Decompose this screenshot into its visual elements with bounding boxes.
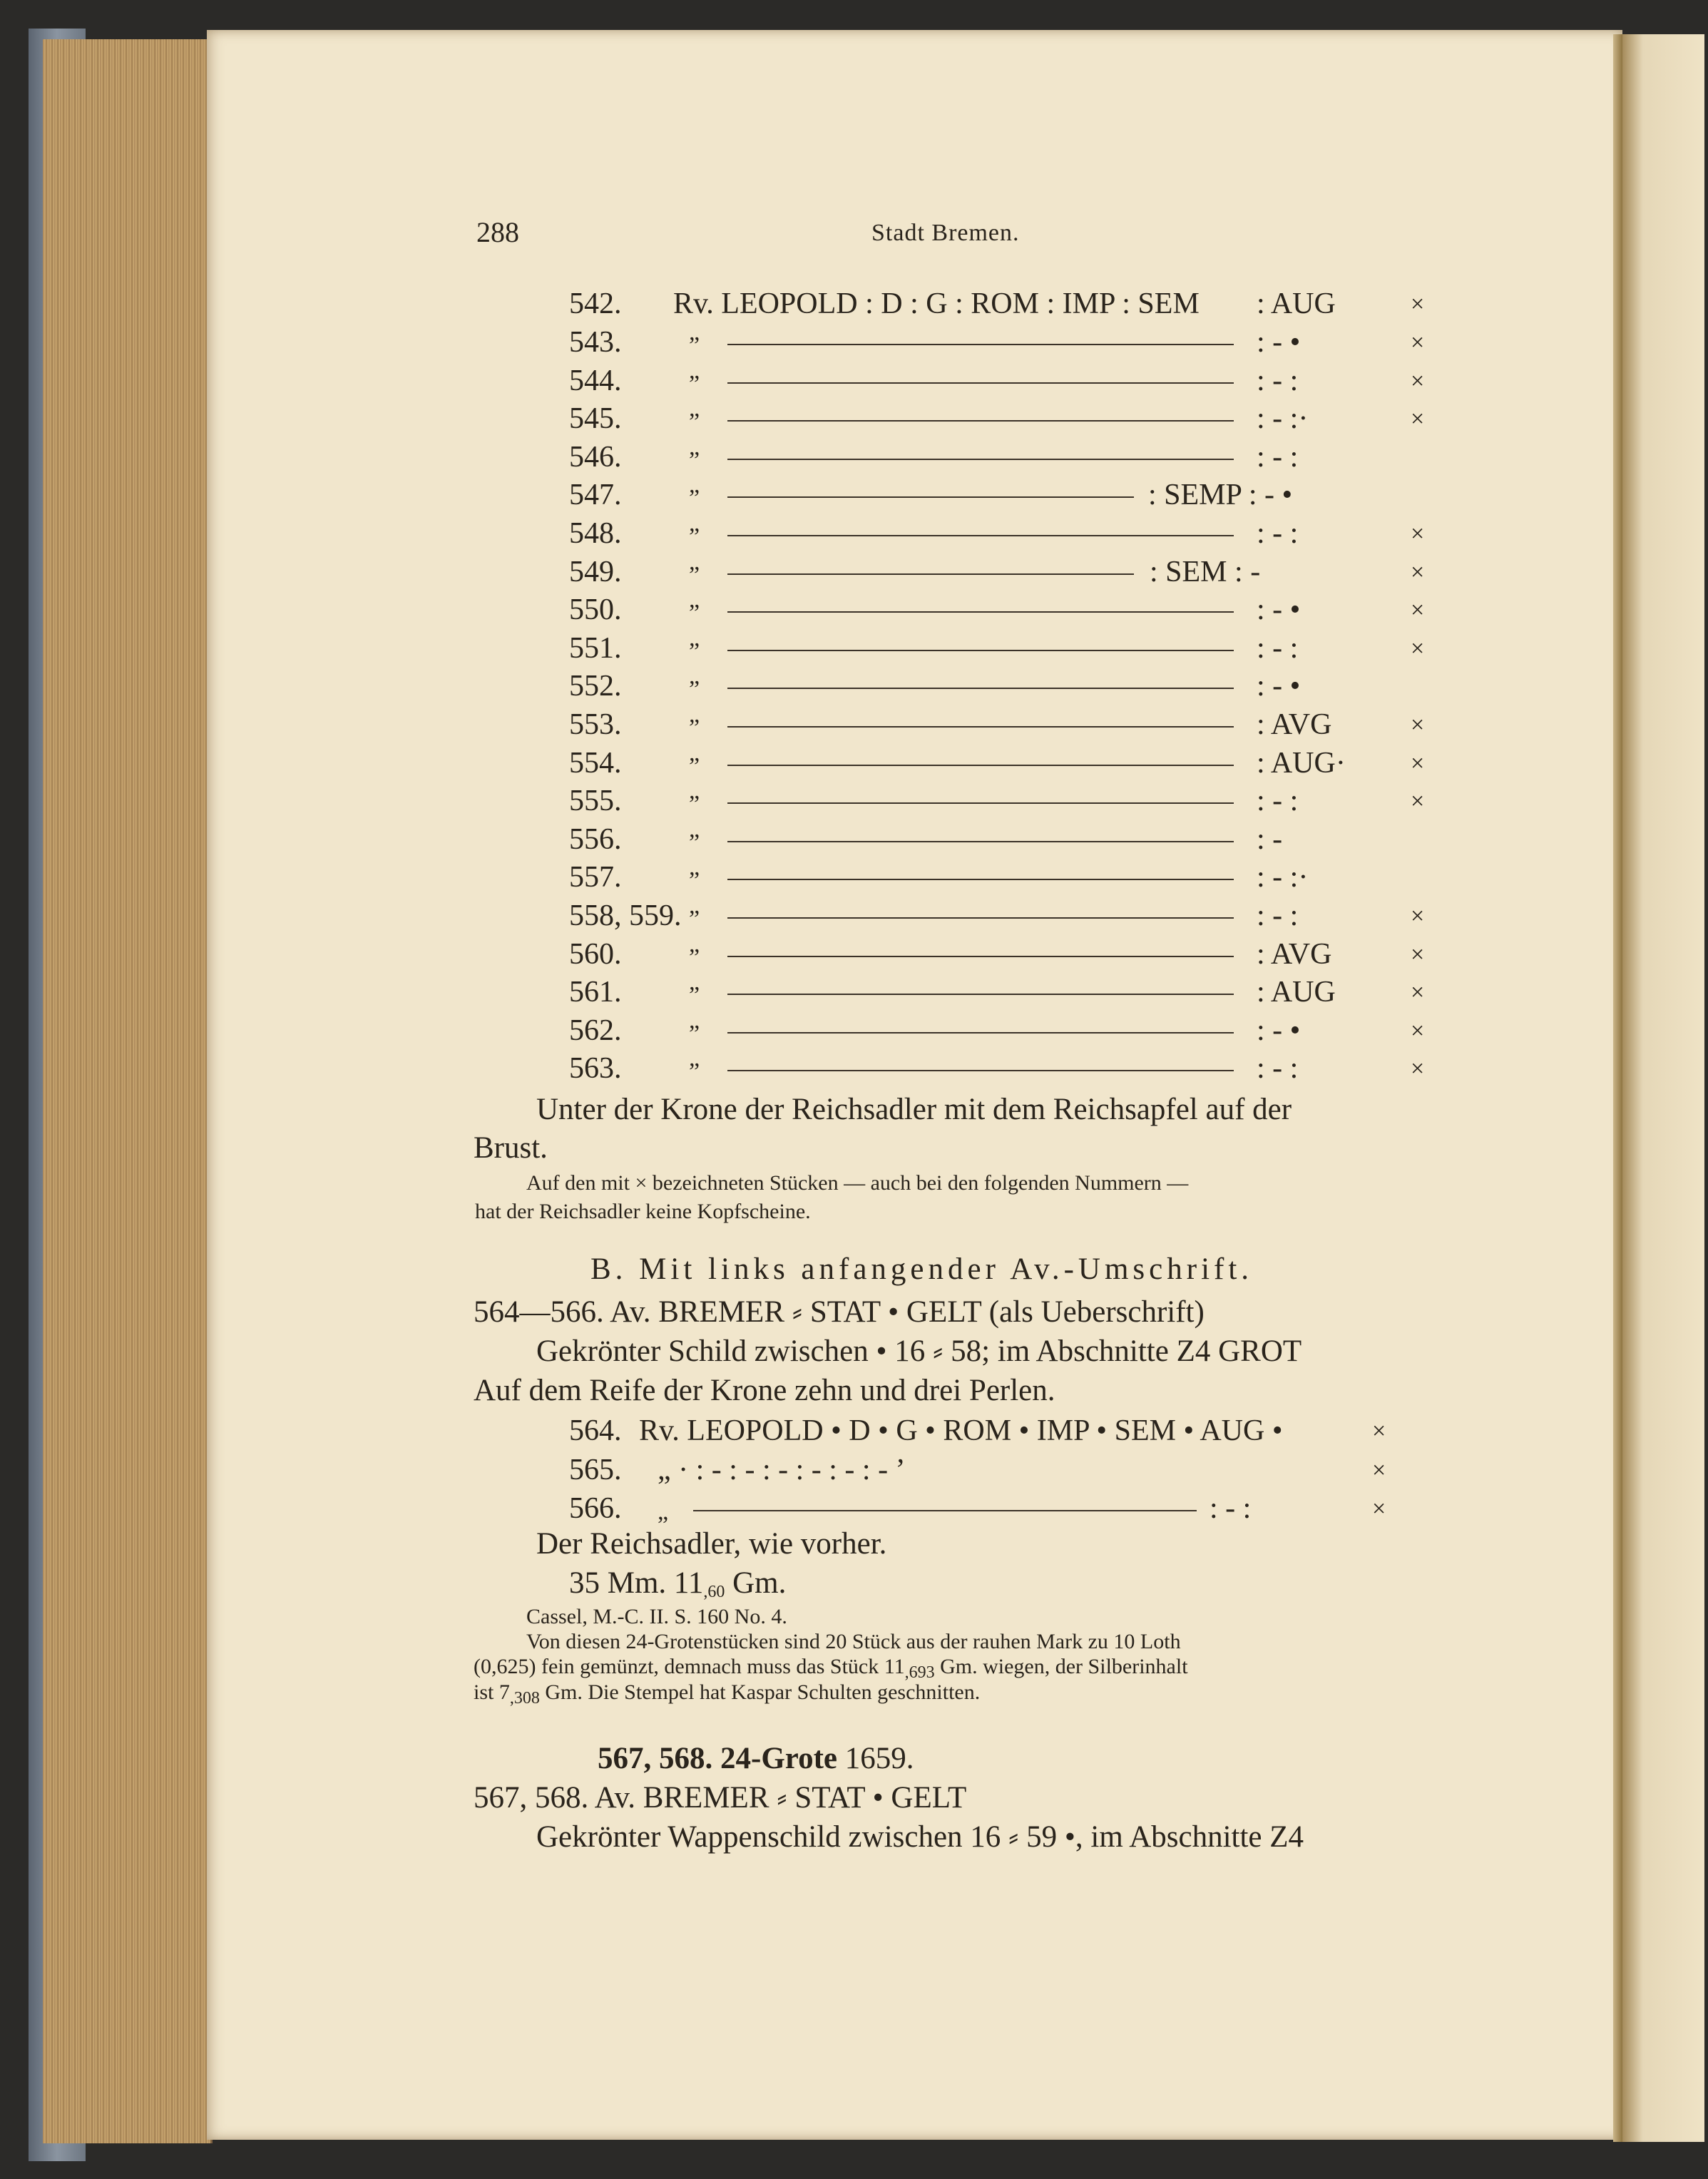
ditto-line (727, 344, 1234, 345)
ditto-mark: ” (689, 830, 700, 856)
ditto-line (727, 688, 1234, 689)
description-line: Unter der Krone der Reichsadler mit dem Reichsapfel auf der (536, 1093, 1292, 1126)
row-ending: : - • (1257, 326, 1301, 359)
row-ending: : - : (1210, 1492, 1252, 1525)
row-number: 561. (569, 976, 622, 1009)
ditto-mark: ” (689, 562, 700, 588)
row-mark: × (1411, 406, 1425, 432)
table-row (0, 669, 1708, 705)
row-ending: : - (1257, 823, 1283, 856)
row-number: 565. (569, 1454, 622, 1486)
description-line: Brust. (474, 1131, 548, 1165)
table-row (0, 1014, 1708, 1049)
ditto-mark: ” (689, 524, 700, 550)
row-mark: × (1411, 291, 1425, 317)
ditto-mark: „ (658, 1499, 669, 1525)
row-number: 548. (569, 517, 622, 550)
row-number: 554. (569, 747, 622, 780)
description-line: Gekrönter Schild zwischen • 16 ⸗ 58; im Abschnitte Z4 GROT (536, 1335, 1302, 1368)
obverse-line: 567, 568. Av. BREMER ⸗ STAT • GELT (474, 1781, 967, 1815)
row-mark: × (1411, 559, 1425, 586)
row-number: 543. (569, 326, 622, 359)
row-mark: × (1411, 597, 1425, 623)
row-ending: : AUG (1257, 287, 1336, 320)
row-number: 563. (569, 1052, 622, 1085)
ditto-mark: ” (689, 791, 700, 817)
footnote-line: Auf den mit × bezeichneten Stücken — auch bei den folgenden Nummern — (526, 1171, 1189, 1195)
row-number: 550. (569, 593, 622, 626)
row-ending: : - : (1257, 364, 1299, 397)
row-ending: : AVG (1257, 708, 1332, 741)
row-number: 553. (569, 708, 622, 741)
ditto-mark: ” (689, 944, 700, 971)
row-legend: Rv. LEOPOLD • D • G • ROM • IMP • SEM • AUG • (639, 1414, 1283, 1447)
row-ending: : - : (1257, 517, 1299, 550)
ditto-line (727, 841, 1234, 842)
ditto-line (727, 994, 1234, 995)
footnote-line: Von diesen 24-Grotenstücken sind 20 Stück aus der rauhen Mark zu 10 Loth (526, 1630, 1181, 1653)
row-number: 566. (569, 1492, 622, 1525)
table-row (0, 516, 1708, 552)
row-mark: × (1411, 368, 1425, 394)
table-row (0, 784, 1708, 820)
page-number: 288 (476, 216, 519, 248)
ditto-mark: ” (689, 447, 700, 474)
table-row (0, 860, 1708, 896)
ditto-mark: ” (689, 906, 700, 932)
row-mark: × (1411, 521, 1425, 547)
row-ending: : AVG (1257, 938, 1332, 971)
ditto-line (727, 611, 1234, 613)
coin-size-weight: 35 Mm. $11_{,60}$ Gm. (569, 1566, 787, 1601)
row-ending: : - • (1257, 1014, 1301, 1047)
row-mark: × (1372, 1496, 1386, 1522)
row-mark: × (1411, 941, 1425, 968)
table-row (0, 478, 1708, 514)
ditto-line (727, 459, 1234, 460)
ditto-line (727, 496, 1134, 498)
ditto-mark: ” (689, 638, 700, 665)
ditto-line (727, 1032, 1234, 1034)
table-row (0, 402, 1708, 437)
row-mark: × (1411, 979, 1425, 1006)
table-row (0, 440, 1708, 476)
table-row (0, 1051, 1708, 1087)
row-ending: : SEMP : - • (1148, 479, 1293, 511)
description-line: Auf dem Reife der Krone zehn und drei Perlen. (474, 1374, 1055, 1407)
table-row (0, 287, 1708, 322)
description-line: Der Reichsadler, wie vorher. (536, 1527, 887, 1561)
row-number: 546. (569, 441, 622, 474)
row-number: 556. (569, 823, 622, 856)
table-row (0, 1453, 1708, 1489)
ditto-line (727, 650, 1234, 651)
row-mark: × (1411, 903, 1425, 929)
table-row (0, 631, 1708, 667)
row-number: 542. (569, 287, 622, 320)
ditto-mark: ” (689, 1021, 700, 1047)
footnote-line: ist $7_{,308}$ Gm. Die Stempel hat Kaspar Schulten geschnitten. (474, 1680, 981, 1708)
row-mark: × (1411, 788, 1425, 815)
ditto-line (727, 765, 1234, 766)
row-number: 544. (569, 364, 622, 397)
ditto-mark: ” (689, 371, 700, 397)
row-ending: : - : (1257, 1052, 1299, 1085)
ditto-line (727, 1070, 1234, 1071)
section-heading: 567, 568. 24-Grote 1659. (598, 1742, 914, 1775)
row-ending: : - : (1257, 632, 1299, 665)
row-ending: : AUG· (1257, 747, 1346, 780)
row-mark: × (1411, 750, 1425, 777)
row-number: 545. (569, 402, 622, 435)
row-ending: : SEM : - (1150, 556, 1261, 588)
ditto-line (727, 535, 1234, 536)
table-row (0, 325, 1708, 361)
ditto-mark: ” (689, 409, 700, 435)
ditto-line (727, 956, 1234, 957)
ditto-mark: ” (689, 1058, 700, 1085)
table-row (0, 364, 1708, 399)
row-number: 560. (569, 938, 622, 971)
row-number: 558, 559. (569, 899, 682, 932)
ditto-line (727, 879, 1234, 880)
ditto-mark: ” (689, 676, 700, 703)
table-row (0, 1491, 1708, 1527)
table-row (0, 975, 1708, 1011)
table-row (0, 593, 1708, 628)
row-number: 551. (569, 632, 622, 665)
table-row (0, 822, 1708, 858)
ditto-line (727, 382, 1234, 384)
row-mark: × (1372, 1418, 1386, 1444)
row-legend: „ · : - : - : - : - : - : - ’ (658, 1454, 906, 1486)
row-mark: × (1411, 712, 1425, 738)
ditto-line (727, 573, 1134, 575)
row-ending: : - : (1257, 785, 1299, 817)
table-row (0, 937, 1708, 973)
table-row (0, 746, 1708, 782)
ditto-line (727, 726, 1234, 728)
row-number: 557. (569, 861, 622, 894)
row-number: 555. (569, 785, 622, 817)
ditto-line (727, 420, 1234, 422)
ditto-mark: ” (689, 867, 700, 894)
row-ending: : - : (1257, 899, 1299, 932)
ditto-mark: ” (689, 485, 700, 511)
running-title: Stadt Bremen. (871, 220, 1020, 246)
footnote-line: (0,625) fein gemünzt, demnach muss das Stück $11_{,693}$ Gm. wiegen, der Silberinhalt (474, 1655, 1188, 1682)
row-ending: : - : (1257, 441, 1299, 474)
table-row (0, 899, 1708, 934)
row-mark: × (1411, 1056, 1425, 1082)
footnote-line: Cassel, M.-C. II. S. 160 No. 4. (526, 1605, 787, 1628)
row-ending: : AUG (1257, 976, 1336, 1009)
row-number: 547. (569, 479, 622, 511)
table-row (0, 708, 1708, 743)
description-line: Gekrönter Wappenschild zwischen 16 ⸗ 59 •, im Abschnitte Z4 (536, 1820, 1304, 1854)
ditto-mark: ” (689, 715, 700, 741)
row-ending: : - :· (1257, 402, 1309, 435)
row-legend: Rv. LEOPOLD : D : G : ROM : IMP : SEM (673, 287, 1200, 320)
ditto-line (693, 1510, 1197, 1511)
ditto-line (727, 802, 1234, 804)
row-number: 552. (569, 670, 622, 703)
footnote-line: hat der Reichsadler keine Kopfscheine. (475, 1200, 811, 1223)
obverse-line: 564—566. Av. BREMER ⸗ STAT • GELT (als Ueberschrift) (474, 1295, 1205, 1329)
row-ending: : - • (1257, 593, 1301, 626)
ditto-mark: ” (689, 982, 700, 1009)
row-mark: × (1411, 330, 1425, 356)
row-number: 549. (569, 556, 622, 588)
row-mark: × (1372, 1457, 1386, 1484)
ditto-line (727, 917, 1234, 919)
row-ending: : - • (1257, 670, 1301, 703)
ditto-mark: ” (689, 600, 700, 626)
row-number: 562. (569, 1014, 622, 1047)
ditto-mark: ” (689, 753, 700, 780)
table-row (0, 1414, 1708, 1449)
section-heading: B. Mit links anfangender Av.-Umschrift. (590, 1252, 1254, 1286)
table-row (0, 555, 1708, 591)
row-mark: × (1411, 1018, 1425, 1044)
row-mark: × (1411, 636, 1425, 662)
ditto-mark: ” (689, 332, 700, 359)
row-number: 564. (569, 1414, 622, 1447)
row-ending: : - :· (1257, 861, 1309, 894)
